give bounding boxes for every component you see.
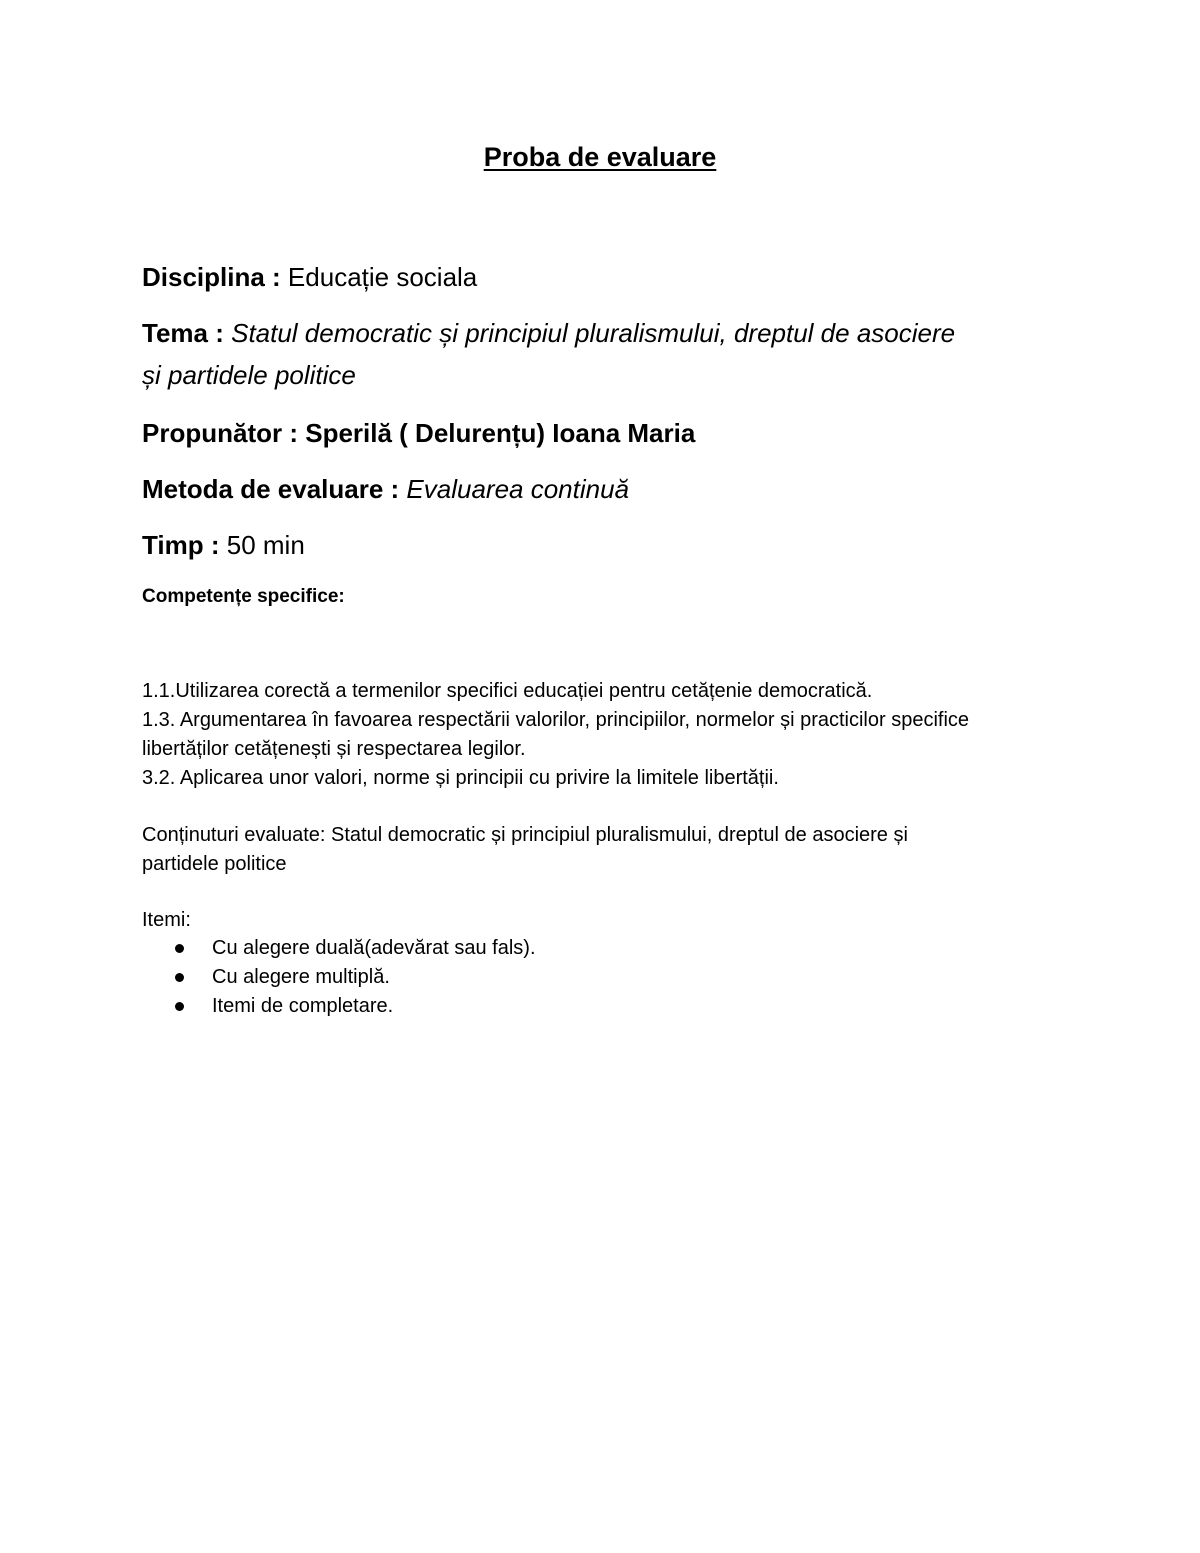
list-item: Cu alegere multiplă. [142,963,536,992]
itemi-list [142,934,536,1021]
timp-line [142,530,305,560]
list-item: Itemi de completare. [142,992,536,1021]
itemi-heading: Itemi: [142,909,191,931]
disciplina-line [142,262,477,292]
disciplina-value: Educație sociala [280,262,478,292]
metoda-value: Evaluarea continuă [399,474,630,504]
metoda-line [142,474,629,504]
timp-value: 50 min [219,530,305,560]
bullet-icon [175,973,184,982]
propunator-line [142,418,695,448]
continuturi-continuation: partidele politice [142,853,287,875]
tema-value: Statul democratic și principiul pluralismului, dreptul de asociere [223,318,956,348]
competenta-1-1: 1.1.Utilizarea corectă a termenilor specifici educației pentru cetățenie democratică. [142,680,873,702]
bullet-icon [175,1002,184,1011]
propunator-label: Propunător : [142,418,298,448]
propunator-value: Sperilă ( Delurențu) Ioana Maria [298,418,696,448]
tema-line [142,318,955,348]
bullet-icon [175,944,184,953]
competenta-1-3-continuation: libertăților cetățenești și respectarea legilor. [142,738,526,760]
timp-label: Timp : [142,530,220,560]
tema-value-continuation: și partidele politice [142,360,356,390]
list-item: Cu alegere duală(adevărat sau fals). [142,934,536,963]
competenta-3-2: 3.2. Aplicarea unor valori, norme și principii cu privire la limitele libertății. [142,767,779,789]
competenta-1-3: 1.3. Argumentarea în favoarea respectării valorilor, principiilor, normelor și practicilor specifice [142,709,970,731]
tema-label: Tema : [142,318,224,348]
competente-heading: Competențe specifice: [142,586,345,607]
document-title: Proba de evaluare [483,142,717,172]
metoda-label: Metoda de evaluare : [142,474,400,504]
disciplina-label: Disciplina : [142,262,281,292]
continuturi-line: Conținuturi evaluate: Statul democratic și principiul pluralismului, dreptul de asociere și [142,824,908,846]
